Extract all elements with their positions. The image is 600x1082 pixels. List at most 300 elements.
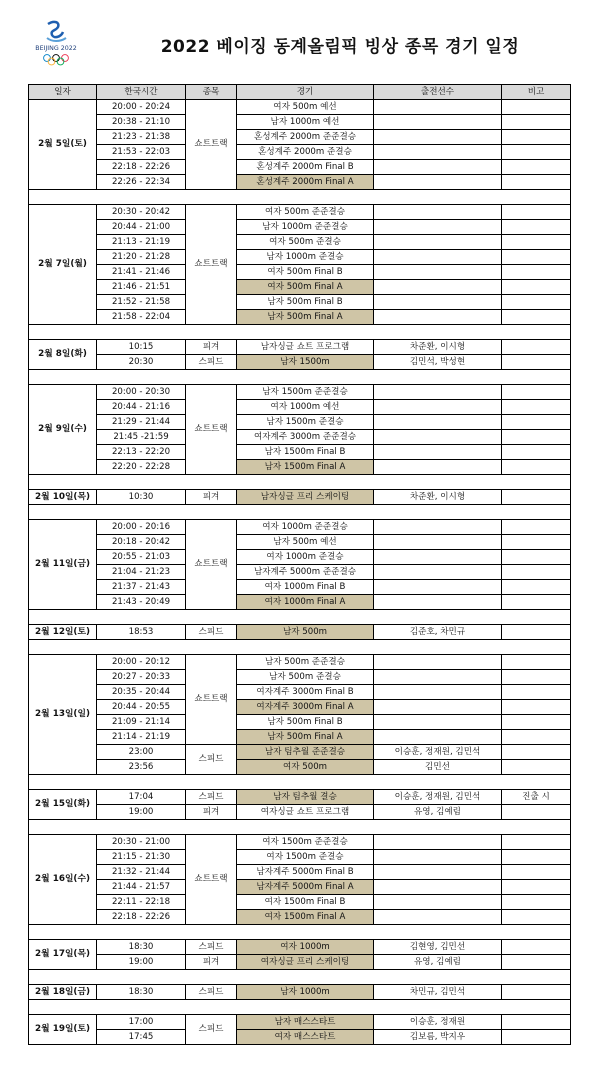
note-cell [502, 760, 571, 775]
table-row [29, 565, 571, 580]
spacer-row [29, 325, 571, 340]
table-row [29, 100, 571, 115]
date-cell: 2월 16일(수) [29, 835, 97, 925]
table-row [29, 805, 571, 820]
event-cell: 남자 1000m [237, 985, 374, 1000]
event-cell: 여자 500m 예선 [237, 100, 374, 115]
spacer-cell [29, 970, 571, 985]
table-row [29, 160, 571, 175]
time-cell: 21:23 - 21:38 [97, 130, 186, 145]
event-cell: 여자 500m [237, 760, 374, 775]
time-cell: 20:44 - 20:55 [97, 700, 186, 715]
note-cell [502, 805, 571, 820]
event-cell: 여자 매스스타트 [237, 1030, 374, 1045]
note-cell [502, 415, 571, 430]
table-row [29, 430, 571, 445]
event-cell: 여자싱글 프리 스케이팅 [237, 955, 374, 970]
spacer-cell [29, 1000, 571, 1015]
date-cell: 2월 11일(금) [29, 520, 97, 610]
time-cell: 19:00 [97, 805, 186, 820]
table-row [29, 715, 571, 730]
spacer-cell [29, 775, 571, 790]
note-cell [502, 1030, 571, 1045]
athletes-cell [374, 835, 502, 850]
athletes-cell: 김현영, 김민선 [374, 940, 502, 955]
athletes-cell [374, 205, 502, 220]
date-cell: 2월 5일(토) [29, 100, 97, 190]
table-row [29, 265, 571, 280]
spacer-row [29, 475, 571, 490]
time-cell: 17:04 [97, 790, 186, 805]
athletes-cell [374, 895, 502, 910]
date-cell: 2월 12일(토) [29, 625, 97, 640]
athletes-cell [374, 145, 502, 160]
athletes-cell [374, 400, 502, 415]
note-cell [502, 625, 571, 640]
athletes-cell [374, 310, 502, 325]
date-cell: 2월 13일(일) [29, 655, 97, 775]
table-row [29, 460, 571, 475]
note-cell [502, 130, 571, 145]
event-cell: 여자 1500m 준준결승 [237, 835, 374, 850]
spacer-cell [29, 325, 571, 340]
event-cell: 남자 500m 준결승 [237, 670, 374, 685]
event-cell: 남자싱글 쇼트 프로그램 [237, 340, 374, 355]
note-cell [502, 985, 571, 1000]
time-cell: 10:30 [97, 490, 186, 505]
athletes-cell [374, 700, 502, 715]
sport-cell: 쇼트트랙 [186, 835, 237, 925]
note-cell [502, 295, 571, 310]
table-row [29, 175, 571, 190]
table-row [29, 700, 571, 715]
note-cell [502, 235, 571, 250]
athletes-cell: 유영, 김예림 [374, 805, 502, 820]
athletes-cell [374, 565, 502, 580]
table-row [29, 790, 571, 805]
athletes-cell: 김민석, 박성현 [374, 355, 502, 370]
time-cell: 10:15 [97, 340, 186, 355]
athletes-cell [374, 685, 502, 700]
time-cell: 21:53 - 22:03 [97, 145, 186, 160]
athletes-cell: 김준호, 차민규 [374, 625, 502, 640]
event-cell: 여자 1000m 준준결승 [237, 520, 374, 535]
time-cell: 20:27 - 20:33 [97, 670, 186, 685]
note-cell [502, 520, 571, 535]
note-cell [502, 265, 571, 280]
note-cell [502, 850, 571, 865]
time-cell: 18:53 [97, 625, 186, 640]
spacer-cell [29, 640, 571, 655]
table-row [29, 130, 571, 145]
table-row [29, 595, 571, 610]
time-cell: 20:55 - 21:03 [97, 550, 186, 565]
event-cell: 여자 1000m 예선 [237, 400, 374, 415]
date-cell: 2월 17일(목) [29, 940, 97, 970]
table-header-row [29, 85, 571, 100]
table-row [29, 955, 571, 970]
col-header-time: 한국시간 [97, 85, 186, 100]
note-cell [502, 250, 571, 265]
note-cell [502, 490, 571, 505]
table-row [29, 535, 571, 550]
spacer-row [29, 190, 571, 205]
event-cell: 남자 500m Final A [237, 310, 374, 325]
spacer-row [29, 970, 571, 985]
athletes-cell [374, 595, 502, 610]
table-row [29, 205, 571, 220]
table-row [29, 145, 571, 160]
note-cell [502, 280, 571, 295]
spacer-cell [29, 925, 571, 940]
athletes-cell: 이승훈, 정재원, 김민석 [374, 790, 502, 805]
time-cell: 21:37 - 21:43 [97, 580, 186, 595]
note-cell [502, 115, 571, 130]
time-cell: 21:43 - 20:49 [97, 595, 186, 610]
sport-cell: 쇼트트랙 [186, 520, 237, 610]
event-cell: 남자 1500m [237, 355, 374, 370]
note-cell [502, 355, 571, 370]
athletes-cell [374, 655, 502, 670]
athletes-cell: 차준환, 이시형 [374, 490, 502, 505]
sport-cell: 피겨 [186, 340, 237, 355]
event-cell: 남자계주 5000m Final B [237, 865, 374, 880]
spacer-cell [29, 820, 571, 835]
time-cell: 19:00 [97, 955, 186, 970]
athletes-cell [374, 235, 502, 250]
table-row [29, 1015, 571, 1030]
athletes-cell [374, 130, 502, 145]
table-row [29, 670, 571, 685]
event-cell: 남자 500m [237, 625, 374, 640]
note-cell [502, 385, 571, 400]
table-row [29, 415, 571, 430]
sport-cell: 스피드 [186, 790, 237, 805]
event-cell: 남자 500m Final B [237, 295, 374, 310]
athletes-cell: 이승훈, 정재원 [374, 1015, 502, 1030]
table-row [29, 760, 571, 775]
event-cell: 남자 1000m 준결승 [237, 250, 374, 265]
date-cell: 2월 7일(월) [29, 205, 97, 325]
table-row [29, 250, 571, 265]
event-cell: 남자계주 5000m 준준결승 [237, 565, 374, 580]
date-cell: 2월 15일(화) [29, 790, 97, 820]
spacer-row [29, 775, 571, 790]
note-cell [502, 400, 571, 415]
event-cell: 남자 500m 예선 [237, 535, 374, 550]
time-cell: 20:00 - 20:12 [97, 655, 186, 670]
event-cell: 남자 1000m 예선 [237, 115, 374, 130]
table-row [29, 280, 571, 295]
note-cell [502, 700, 571, 715]
time-cell: 21:45 -21:59 [97, 430, 186, 445]
athletes-cell [374, 415, 502, 430]
sport-cell: 쇼트트랙 [186, 205, 237, 325]
table-row [29, 295, 571, 310]
table-row [29, 850, 571, 865]
time-cell: 21:41 - 21:46 [97, 265, 186, 280]
table-row [29, 310, 571, 325]
note-cell [502, 910, 571, 925]
time-cell: 20:44 - 21:16 [97, 400, 186, 415]
note-cell [502, 460, 571, 475]
sport-cell: 쇼트트랙 [186, 385, 237, 475]
event-cell: 여자 1000m [237, 940, 374, 955]
athletes-cell [374, 100, 502, 115]
athletes-cell [374, 280, 502, 295]
athletes-cell [374, 580, 502, 595]
event-cell: 여자계주 3000m Final A [237, 700, 374, 715]
table-row [29, 745, 571, 760]
spacer-row [29, 370, 571, 385]
sport-cell: 쇼트트랙 [186, 655, 237, 745]
athletes-cell: 차민규, 김민석 [374, 985, 502, 1000]
event-cell: 혼성계주 2000m 준결승 [237, 145, 374, 160]
table-row [29, 895, 571, 910]
table-row [29, 985, 571, 1000]
table-row [29, 685, 571, 700]
event-cell: 여자 1500m Final A [237, 910, 374, 925]
time-cell: 21:58 - 22:04 [97, 310, 186, 325]
event-cell: 남자 매스스타트 [237, 1015, 374, 1030]
table-row [29, 220, 571, 235]
event-cell: 남자 1500m Final A [237, 460, 374, 475]
note-cell [502, 940, 571, 955]
athletes-cell [374, 715, 502, 730]
time-cell: 17:45 [97, 1030, 186, 1045]
event-cell: 여자 500m Final A [237, 280, 374, 295]
event-cell: 남자 1500m 준결승 [237, 415, 374, 430]
time-cell: 18:30 [97, 940, 186, 955]
date-cell: 2월 18일(금) [29, 985, 97, 1000]
time-cell: 22:18 - 22:26 [97, 160, 186, 175]
event-cell: 남자계주 5000m Final A [237, 880, 374, 895]
table-row [29, 400, 571, 415]
note-cell [502, 145, 571, 160]
sport-cell: 스피드 [186, 625, 237, 640]
spacer-row [29, 820, 571, 835]
note-cell [502, 550, 571, 565]
athletes-cell [374, 550, 502, 565]
event-cell: 여자 500m 준준결승 [237, 205, 374, 220]
time-cell: 18:30 [97, 985, 186, 1000]
spacer-row [29, 610, 571, 625]
table-row [29, 910, 571, 925]
note-cell [502, 565, 571, 580]
col-header-event: 경기 [237, 85, 374, 100]
time-cell: 22:20 - 22:28 [97, 460, 186, 475]
time-cell: 20:30 - 21:00 [97, 835, 186, 850]
note-cell [502, 580, 571, 595]
table-row [29, 340, 571, 355]
athletes-cell: 이승훈, 정재원, 김민석 [374, 745, 502, 760]
event-cell: 여자 1000m 준결승 [237, 550, 374, 565]
event-cell: 남자 500m Final B [237, 715, 374, 730]
event-cell: 남자 500m 준준결승 [237, 655, 374, 670]
sport-cell: 피겨 [186, 805, 237, 820]
note-cell [502, 100, 571, 115]
athletes-cell [374, 220, 502, 235]
time-cell: 21:46 - 21:51 [97, 280, 186, 295]
sport-cell: 스피드 [186, 985, 237, 1000]
event-cell: 남자 팀추월 결승 [237, 790, 374, 805]
event-cell: 남자 팀추월 준준결승 [237, 745, 374, 760]
table-row [29, 730, 571, 745]
note-cell [502, 685, 571, 700]
spacer-cell [29, 475, 571, 490]
note-cell [502, 310, 571, 325]
time-cell: 22:18 - 22:26 [97, 910, 186, 925]
note-cell [502, 655, 571, 670]
note-cell [502, 1015, 571, 1030]
table-row [29, 235, 571, 250]
event-cell: 여자 1000m Final B [237, 580, 374, 595]
note-cell [502, 205, 571, 220]
athletes-cell [374, 670, 502, 685]
note-cell [502, 175, 571, 190]
sport-cell: 스피드 [186, 745, 237, 775]
table-row [29, 580, 571, 595]
time-cell: 17:00 [97, 1015, 186, 1030]
date-cell: 2월 9일(수) [29, 385, 97, 475]
time-cell: 20:35 - 20:44 [97, 685, 186, 700]
schedule-table [28, 84, 571, 1045]
event-cell: 혼성계주 2000m 준준결승 [237, 130, 374, 145]
time-cell: 21:13 - 21:19 [97, 235, 186, 250]
athletes-cell [374, 910, 502, 925]
athletes-cell [374, 115, 502, 130]
table-row [29, 880, 571, 895]
table-row [29, 355, 571, 370]
note-cell [502, 730, 571, 745]
event-cell: 남자 1500m Final B [237, 445, 374, 460]
time-cell: 20:18 - 20:42 [97, 535, 186, 550]
event-cell: 여자싱글 쇼트 프로그램 [237, 805, 374, 820]
col-header-athletes: 출전선수 [374, 85, 502, 100]
athletes-cell [374, 730, 502, 745]
spacer-cell [29, 190, 571, 205]
spacer-row [29, 1000, 571, 1015]
athletes-cell: 김보름, 박지우 [374, 1030, 502, 1045]
note-cell [502, 670, 571, 685]
time-cell: 20:00 - 20:16 [97, 520, 186, 535]
event-cell: 혼성계주 2000m Final B [237, 160, 374, 175]
note-cell [502, 160, 571, 175]
athletes-cell [374, 865, 502, 880]
athletes-cell: 차준환, 이시형 [374, 340, 502, 355]
spacer-row [29, 640, 571, 655]
event-cell: 여자 500m Final B [237, 265, 374, 280]
table-row [29, 520, 571, 535]
athletes-cell [374, 385, 502, 400]
note-cell [502, 430, 571, 445]
spacer-cell [29, 370, 571, 385]
time-cell: 22:13 - 22:20 [97, 445, 186, 460]
note-cell: 진출 시 [502, 790, 571, 805]
event-cell: 여자 1500m 준결승 [237, 850, 374, 865]
time-cell: 21:44 - 21:57 [97, 880, 186, 895]
table-row [29, 655, 571, 670]
sport-cell: 피겨 [186, 490, 237, 505]
note-cell [502, 535, 571, 550]
logo-text: BEIJING 2022 [35, 45, 77, 52]
col-header-note: 비고 [502, 85, 571, 100]
athletes-cell [374, 460, 502, 475]
note-cell [502, 835, 571, 850]
date-cell: 2월 10일(목) [29, 490, 97, 505]
note-cell [502, 865, 571, 880]
time-cell: 22:26 - 22:34 [97, 175, 186, 190]
table-row [29, 1030, 571, 1045]
spacer-row [29, 505, 571, 520]
note-cell [502, 445, 571, 460]
table-row [29, 625, 571, 640]
athletes-cell [374, 265, 502, 280]
note-cell [502, 340, 571, 355]
sport-cell: 쇼트트랙 [186, 100, 237, 190]
event-cell: 여자계주 3000m 준준결승 [237, 430, 374, 445]
time-cell: 21:20 - 21:28 [97, 250, 186, 265]
athletes-cell [374, 880, 502, 895]
sport-cell: 스피드 [186, 1015, 237, 1045]
athletes-cell [374, 535, 502, 550]
athletes-cell [374, 430, 502, 445]
time-cell: 20:44 - 21:00 [97, 220, 186, 235]
time-cell: 23:00 [97, 745, 186, 760]
table-row [29, 490, 571, 505]
time-cell: 21:04 - 21:23 [97, 565, 186, 580]
athletes-cell: 김민선 [374, 760, 502, 775]
table-row [29, 445, 571, 460]
time-cell: 20:30 [97, 355, 186, 370]
spacer-cell [29, 505, 571, 520]
athletes-cell [374, 160, 502, 175]
beijing-2022-logo-icon [30, 18, 82, 70]
page-title: 2022 베이징 동계올림픽 빙상 종목 경기 일정 [160, 37, 520, 57]
note-cell [502, 595, 571, 610]
event-cell: 여자계주 3000m Final B [237, 685, 374, 700]
time-cell: 21:52 - 21:58 [97, 295, 186, 310]
note-cell [502, 880, 571, 895]
date-cell: 2월 19일(토) [29, 1015, 97, 1045]
athletes-cell [374, 445, 502, 460]
col-header-sport: 종목 [186, 85, 237, 100]
note-cell [502, 745, 571, 760]
table-row [29, 940, 571, 955]
table-row [29, 835, 571, 850]
event-cell: 여자 1500m Final B [237, 895, 374, 910]
table-row [29, 115, 571, 130]
athletes-cell [374, 295, 502, 310]
spacer-row [29, 925, 571, 940]
table-row [29, 550, 571, 565]
athletes-cell [374, 520, 502, 535]
athletes-cell: 유영, 김예림 [374, 955, 502, 970]
time-cell: 21:09 - 21:14 [97, 715, 186, 730]
athletes-cell [374, 250, 502, 265]
event-cell: 여자 500m 준결승 [237, 235, 374, 250]
event-cell: 남자 1000m 준준결승 [237, 220, 374, 235]
col-header-date: 일자 [29, 85, 97, 100]
time-cell: 21:15 - 21:30 [97, 850, 186, 865]
event-cell: 여자 1000m Final A [237, 595, 374, 610]
sport-cell: 피겨 [186, 955, 237, 970]
athletes-cell [374, 175, 502, 190]
note-cell [502, 220, 571, 235]
event-cell: 혼성계주 2000m Final A [237, 175, 374, 190]
event-cell: 남자싱글 프리 스케이팅 [237, 490, 374, 505]
athletes-cell [374, 850, 502, 865]
